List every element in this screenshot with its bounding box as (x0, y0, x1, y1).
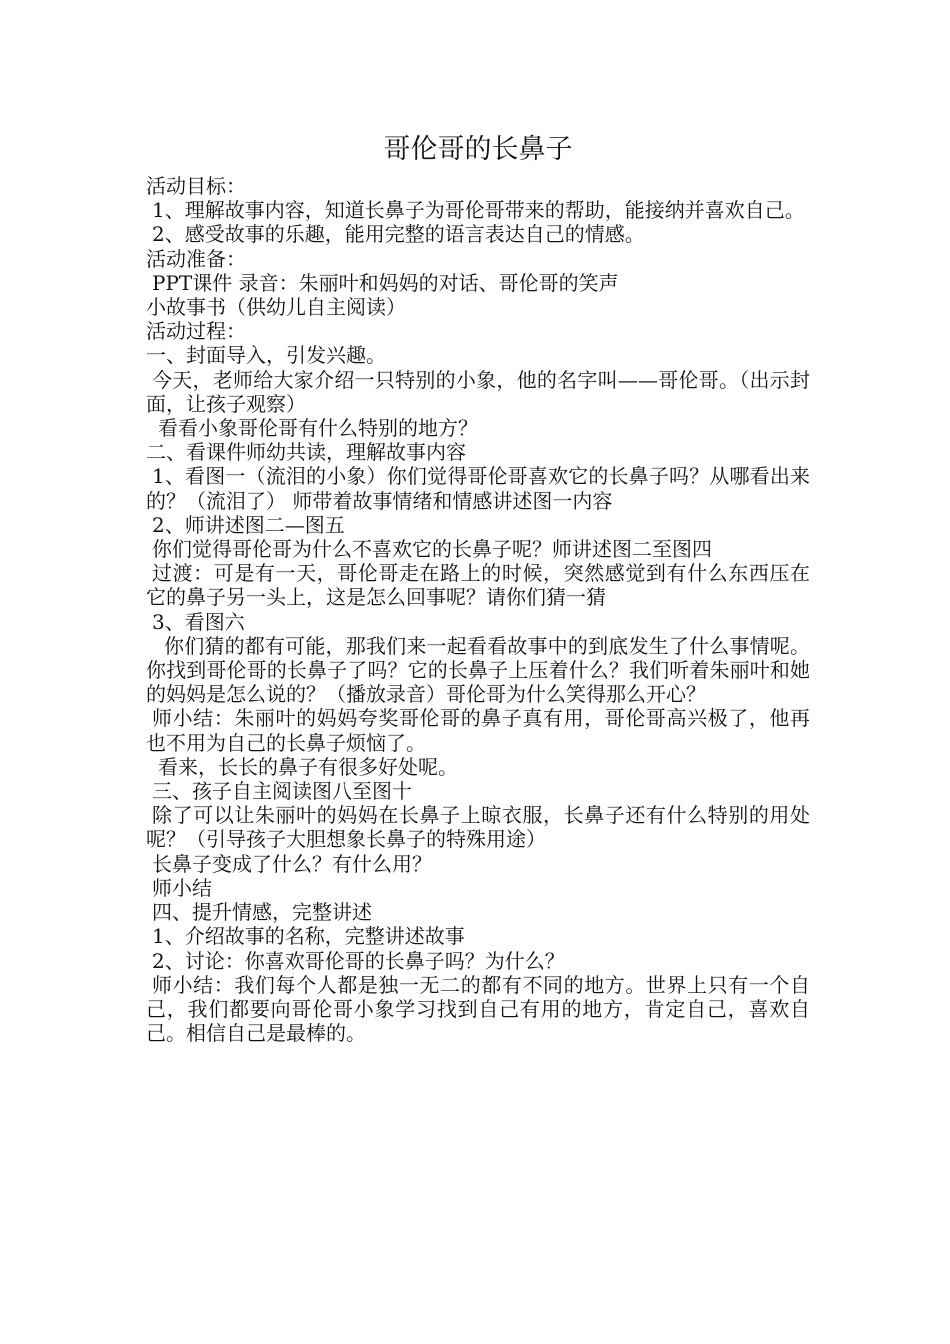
paragraph: 你们猜的都有可能，那我们来一起看看故事中的到底发生了什么事情呢。你找到哥伦哥的长鼻子了吗？它的长鼻子上压着什么？我们听着朱丽叶和她的妈妈是怎么说的？（播放录音）哥伦哥为什么笑得那么开心？ (146, 633, 810, 707)
document-page (146, 130, 810, 1045)
paragraph: 2、师讲述图二—图五 (152, 512, 345, 537)
paragraph: 2、讨论：你喜欢哥伦哥的长鼻子吗？为什么？ (152, 948, 565, 973)
paragraph: 3、看图六 (152, 609, 245, 634)
paragraph: 长鼻子变成了什么？有什么用？ (152, 851, 432, 876)
paragraph: 除了可以让朱丽叶的妈妈在长鼻子上晾衣服，长鼻子还有什么特别的用处呢？（引导孩子大胆想象长鼻子的特殊用途） (146, 803, 810, 852)
paragraph: 今天，老师给大家介绍一只特别的小象，他的名字叫——哥伦哥。（出示封面，让孩子观察） (146, 367, 810, 416)
paragraph: 师小结：朱丽叶的妈妈夸奖哥伦哥的鼻子真有用，哥伦哥高兴极了，他再也不用为自己的长鼻子烦恼了。 (146, 706, 810, 755)
paragraph: 1、看图一（流泪的小象）你们觉得哥伦哥喜欢它的长鼻子吗？从哪看出来的？（流泪了） 师带着故事情绪和情感讲述图一内容 (146, 464, 810, 513)
paragraph: 师小结：我们每个人都是独一无二的都有不同的地方。世界上只有一个自己，我们都要向哥伦哥小象学习找到自己有用的地方，肯定自己，喜欢自己。相信自己是最棒的。 (146, 972, 810, 1046)
paragraph: 看来，长长的鼻子有很多好处呢。 (158, 754, 458, 779)
goal-item: 1、理解故事内容，知道长鼻子为哥伦哥带来的帮助，能接纳并喜欢自己。 (152, 198, 805, 223)
document-title: 哥伦哥的长鼻子 (383, 134, 573, 165)
goal-item: 2、感受故事的乐趣，能用完整的语言表达自己的情感。 (152, 222, 645, 247)
paragraph: 你们觉得哥伦哥为什么不喜欢它的长鼻子呢？师讲述图二至图四 (152, 537, 712, 562)
preparation-item: 小故事书（供幼儿自主阅读） (146, 295, 406, 320)
step-heading: 三、孩子自主阅读图八至图十 (152, 779, 412, 804)
paragraph: 师小结 (152, 875, 212, 900)
preparation-item: PPT课件 录音：朱丽叶和妈妈的对话、哥伦哥的笑声 (152, 270, 619, 295)
paragraph: 1、介绍故事的名称，完整讲述故事 (152, 924, 465, 949)
step-heading: 二、看课件师幼共读，理解故事内容 (146, 440, 466, 465)
step-heading: 四、提升情感，完整讲述 (152, 900, 372, 925)
step-heading: 一、封面导入，引发兴趣。 (146, 343, 386, 368)
section-heading-preparation: 活动准备： (146, 246, 246, 271)
paragraph: 看看小象哥伦哥有什么特别的地方？ (158, 416, 478, 441)
paragraph: 过渡：可是有一天，哥伦哥走在路上的时候，突然感觉到有什么东西压在它的鼻子另一头上，这是怎么回事呢？请你们猜一猜 (146, 561, 810, 610)
section-heading-process: 活动过程： (146, 319, 246, 344)
section-heading-goals: 活动目标： (146, 174, 246, 198)
document-body (146, 174, 810, 1045)
